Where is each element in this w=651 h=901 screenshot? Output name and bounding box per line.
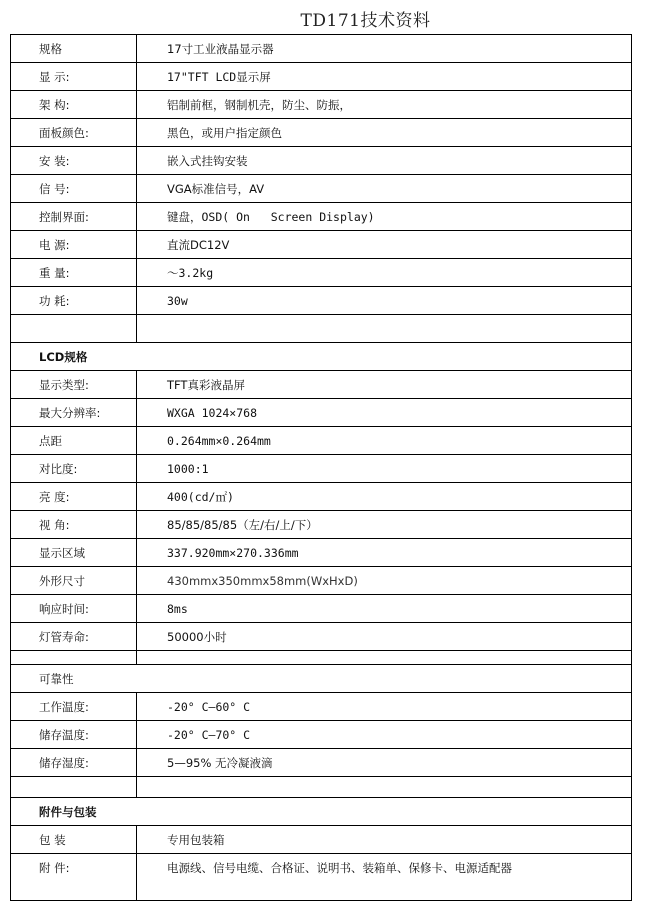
spec-value: 5—95% 无冷凝液滴 <box>137 749 632 777</box>
section-row <box>11 343 632 371</box>
spec-row <box>11 483 632 511</box>
spec-value: 8ms <box>137 595 632 623</box>
spec-value: 嵌入式挂钩安装 <box>137 147 632 175</box>
blank-row <box>11 315 632 343</box>
spec-label: 储存湿度: <box>11 749 137 777</box>
spec-row <box>11 371 632 399</box>
spec-label: 控制界面: <box>11 203 137 231</box>
spec-value: 30w <box>137 287 632 315</box>
spec-value: 85/85/85/85（左/右/上/下） <box>137 511 632 539</box>
spec-row <box>11 63 632 91</box>
spec-label: 灯管寿命: <box>11 623 137 651</box>
spec-value: ～3.2kg <box>137 259 632 287</box>
spec-label: 附 件: <box>11 854 137 901</box>
spec-label: 显示类型: <box>11 371 137 399</box>
spec-row <box>11 287 632 315</box>
spec-label: 信 号: <box>11 175 137 203</box>
spec-value: 430mmx350mmx58mm(WxHxD) <box>137 567 632 595</box>
section-heading-accessories: 附件与包装 <box>11 798 632 826</box>
section-row <box>11 798 632 826</box>
spec-label: 对比度: <box>11 455 137 483</box>
spec-row <box>11 231 632 259</box>
spec-value: TFT真彩液晶屏 <box>137 371 632 399</box>
section-heading-lcd: LCD规格 <box>11 343 632 371</box>
spec-label: 外形尺寸 <box>11 567 137 595</box>
spec-value: 黑色，或用户指定颜色 <box>137 119 632 147</box>
spec-row <box>11 91 632 119</box>
spec-label: 储存温度: <box>11 721 137 749</box>
spec-row <box>11 119 632 147</box>
spec-row <box>11 511 632 539</box>
spec-row <box>11 259 632 287</box>
spec-label: 显 示: <box>11 63 137 91</box>
spec-label: 包 装 <box>11 826 137 854</box>
spec-row <box>11 203 632 231</box>
spec-row <box>11 427 632 455</box>
spec-row <box>11 567 632 595</box>
spec-value: 0.264mm×0.264mm <box>137 427 632 455</box>
spec-label: 面板颜色: <box>11 119 137 147</box>
spec-row <box>11 455 632 483</box>
spec-value: 专用包装箱 <box>137 826 632 854</box>
spec-value: 铝制前框，钢制机壳，防尘、防振， <box>137 91 632 119</box>
spec-value: 键盘，OSD( On Screen Display) <box>137 203 632 231</box>
spec-label: 架 构: <box>11 91 137 119</box>
spec-value: -20° C—60° C <box>137 693 632 721</box>
spec-label: 工作温度: <box>11 693 137 721</box>
spec-value: 1000:1 <box>137 455 632 483</box>
spec-table <box>10 34 632 901</box>
spec-label: 点距 <box>11 427 137 455</box>
spec-value: 17"TFT LCD显示屏 <box>137 63 632 91</box>
spec-row <box>11 854 632 901</box>
blank-row <box>11 651 632 665</box>
spec-value: 17寸工业液晶显示器 <box>137 35 632 63</box>
spec-row <box>11 826 632 854</box>
spec-label: 电 源: <box>11 231 137 259</box>
spec-row <box>11 399 632 427</box>
spec-value: WXGA 1024×768 <box>137 399 632 427</box>
spec-row <box>11 623 632 651</box>
blank-row <box>11 777 632 798</box>
spec-label: 视 角: <box>11 511 137 539</box>
spec-value: VGA标准信号，AV <box>137 175 632 203</box>
spec-row <box>11 749 632 777</box>
spec-row <box>11 539 632 567</box>
spec-row <box>11 721 632 749</box>
spec-row <box>11 35 632 63</box>
spec-label: 重 量: <box>11 259 137 287</box>
spec-row <box>11 147 632 175</box>
spec-value: -20° C—70° C <box>137 721 632 749</box>
spec-label: 规格 <box>11 35 137 63</box>
spec-value: 400(cd/㎡) <box>137 483 632 511</box>
document-title: TD171技术资料 <box>300 11 431 31</box>
section-row <box>11 665 632 693</box>
spec-label: 安 装: <box>11 147 137 175</box>
spec-label: 功 耗: <box>11 287 137 315</box>
spec-row <box>11 595 632 623</box>
spec-value: 电源线、信号电缆、合格证、说明书、装箱单、保修卡、电源适配器 <box>137 854 632 901</box>
spec-value: 50000小时 <box>137 623 632 651</box>
spec-label: 亮 度: <box>11 483 137 511</box>
spec-label: 显示区域 <box>11 539 137 567</box>
spec-label: 响应时间: <box>11 595 137 623</box>
spec-value: 337.920mm×270.336mm <box>137 539 632 567</box>
section-heading-reliability: 可靠性 <box>11 665 632 693</box>
spec-row <box>11 175 632 203</box>
spec-value: 直流DC12V <box>137 231 632 259</box>
spec-row <box>11 693 632 721</box>
spec-label: 最大分辨率: <box>11 399 137 427</box>
